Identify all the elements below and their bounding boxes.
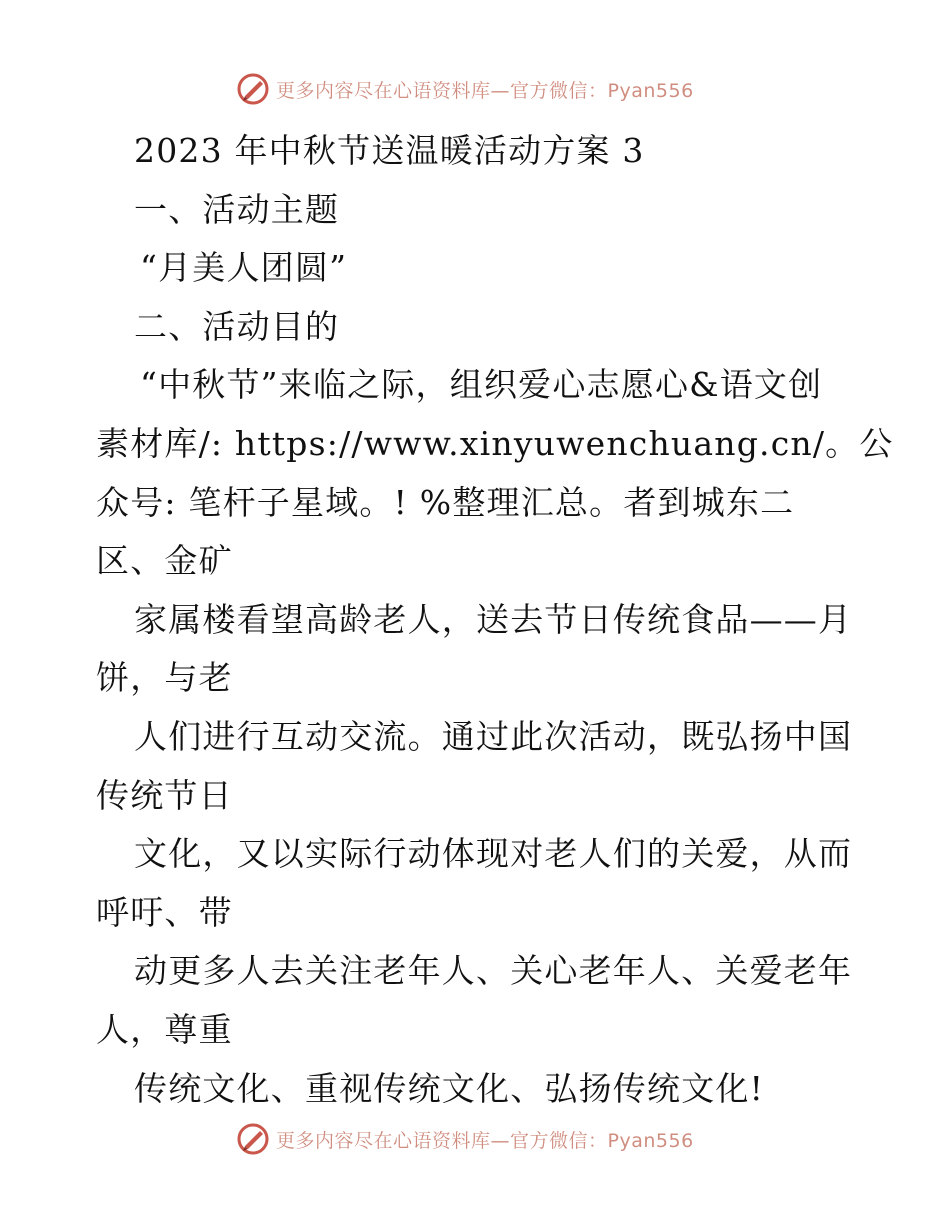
paragraph-line: 素材库/: https://www.xinyuwenchuang.cn/。公: [96, 423, 894, 463]
document-title: 2023 年中秋节送温暖活动方案 3: [134, 131, 645, 170]
paragraph-line: 饼，与老: [96, 658, 233, 698]
paragraph-line: 文化，又以实际行动体现对老人们的关爱，从而: [134, 834, 853, 874]
watermark-text: 更多内容尽在心语资料库—官方微信：Pyan556: [276, 1129, 694, 1152]
paragraph-line: “中秋节”来临之际，组织爱心志愿心&语文创: [140, 365, 823, 405]
paragraph-line: 家属楼看望高龄老人，送去节日传统食品——月: [134, 599, 853, 639]
paragraph-line: 众号: 笔杆子星域。! %整理汇总。者到城东二: [96, 482, 795, 522]
section-heading-theme: 一、活动主题: [134, 189, 340, 229]
pen-logo-icon: [236, 1122, 270, 1156]
watermark-text: 更多内容尽在心语资料库—官方微信：Pyan556: [276, 79, 694, 102]
document-body: [96, 122, 894, 1118]
watermark-banner-bottom: [236, 1122, 716, 1156]
paragraph-line: 区、金矿: [96, 541, 233, 581]
paragraph-line: 传统节日: [96, 775, 233, 815]
watermark-banner-top: [236, 72, 716, 106]
paragraph-line: 传统文化、重视传统文化、弘扬传统文化!: [134, 1068, 765, 1108]
paragraph-line: 动更多人去关注老年人、关心老年人、关爱老年: [134, 951, 853, 991]
theme-text: “月美人团圆”: [140, 248, 348, 288]
section-heading-purpose: 二、活动目的: [134, 306, 340, 346]
paragraph-line: 人，尊重: [96, 1009, 233, 1049]
paragraph-line: 呼吁、带: [96, 892, 233, 932]
paragraph-line: 人们进行互动交流。通过此次活动，既弘扬中国: [134, 716, 853, 756]
pen-logo-icon: [236, 72, 270, 106]
